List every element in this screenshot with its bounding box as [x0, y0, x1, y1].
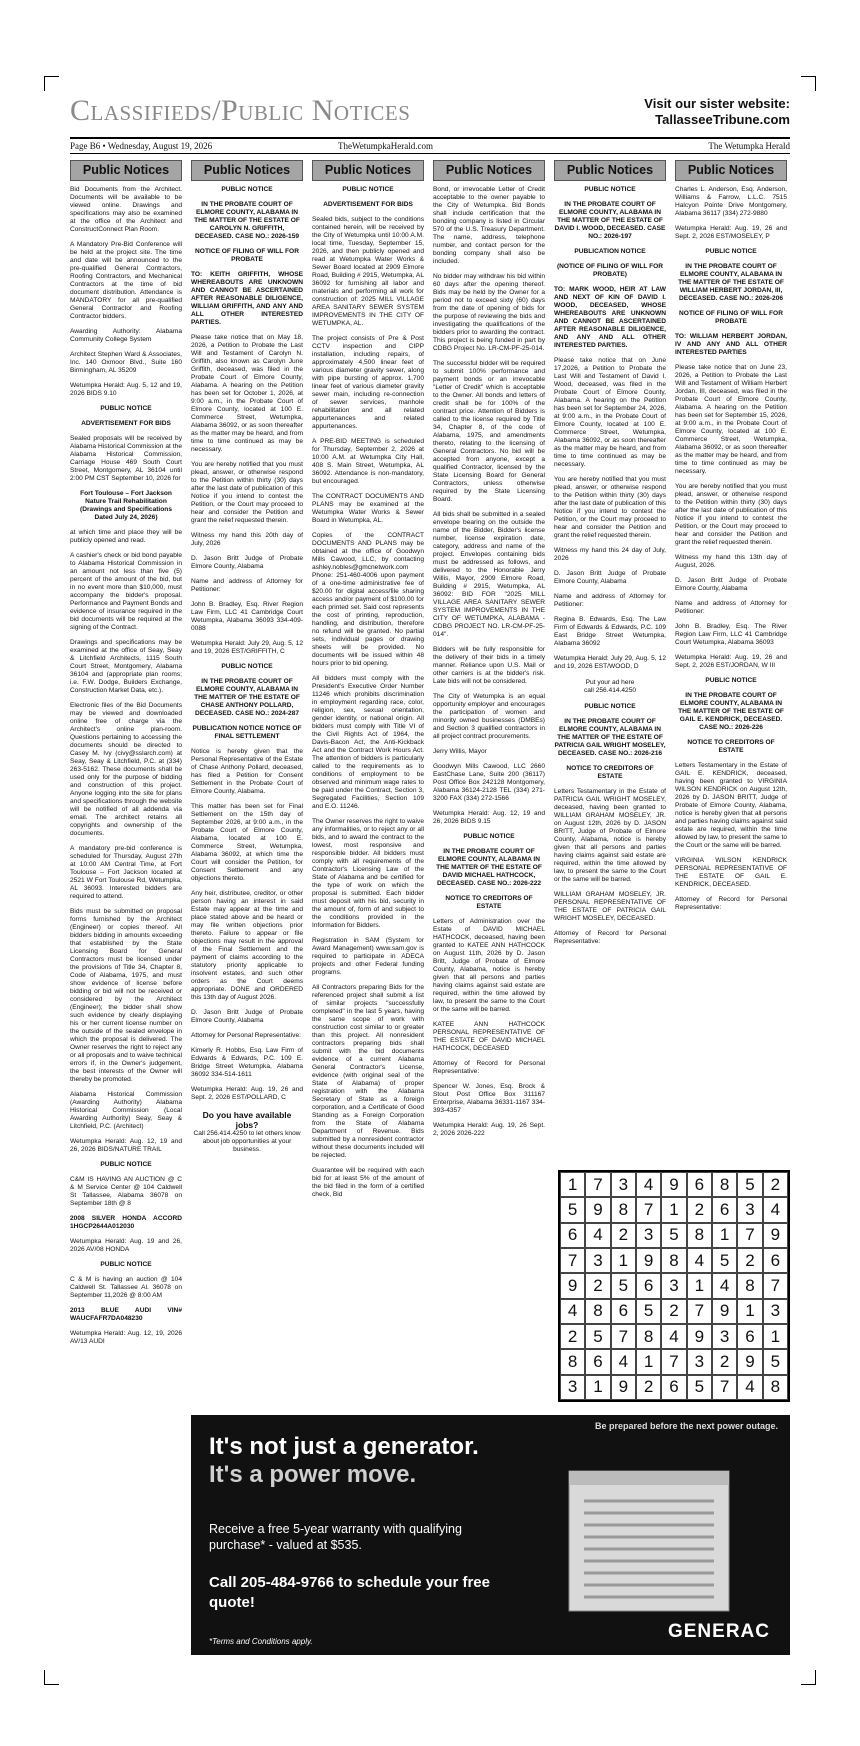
- crop-mark-top-left: [44, 76, 59, 91]
- notice-paragraph: Regina B. Edwards, Esq. The Law Firm of Edwards & Edwards, P.C. 109 East Bridge Street Wetumpka, Alabama 36092: [554, 616, 666, 647]
- sudoku-cell: 5: [712, 1248, 737, 1273]
- sudoku-cell: 4: [763, 1197, 788, 1222]
- sudoku-cell: 2: [611, 1223, 636, 1248]
- notice-paragraph: Wetumpka Herald: Aug. 12, 19 and 26, 2026 BIDS 9.15: [433, 810, 545, 825]
- sudoku-cell: 5: [585, 1324, 610, 1349]
- notice-paragraph: Awarding Authority: Alabama Community College System: [70, 328, 182, 343]
- notice-heading: IN THE PROBATE COURT OF ELMORE COUNTY, ALABAMA IN THE MATTER OF THE ESTATE OF CHASE ANTHONY POLLARD, DECEASED. CASE NO.: 2024-287: [194, 678, 300, 717]
- sudoku-cell: 5: [636, 1299, 661, 1324]
- sudoku-cell: 8: [560, 1349, 585, 1374]
- notice-paragraph: Attorney of Record for Personal Representative:: [433, 1060, 545, 1075]
- column-header: Public Notices: [312, 160, 424, 181]
- ad-tagline: Be prepared before the next power outage.: [594, 1421, 778, 1431]
- notice-paragraph: John B. Bradley, Esq. The River Region Law Firm, LLC 41 Cambridge Court Wetumpka, Alabama 36093: [675, 623, 787, 646]
- sudoku-cell: 3: [560, 1375, 585, 1400]
- notice-paragraph: Wetumpka Herald: Aug. 19, 26 and Sept. 2, 2026 EST/MOSELEY, P: [675, 225, 787, 240]
- sudoku-cell: 5: [687, 1375, 712, 1400]
- notice-paragraph: The project consists of Pre & Post CCTV inspection and CIPP installation, including repairs, of approximately 4,500 linear feet of various diameter gravity sewer, along with pipe bursting of approx. 1,700 linear feet of various diameter gravity sewer main, including re-connection of sewer services, manhole rehabilitation and all related appurtenances and related appurtenances.: [312, 335, 424, 430]
- sudoku-cell: 8: [737, 1273, 762, 1298]
- ad-headline-2: It's a power move.: [209, 1461, 417, 1488]
- notice-heading: PUBLIC NOTICE: [584, 703, 636, 710]
- ad-promo-body: call 256.414.4250: [583, 687, 637, 694]
- sudoku-cell: 5: [661, 1223, 686, 1248]
- crop-mark-bottom-left: [44, 1670, 59, 1685]
- sudoku-cell: 5: [737, 1172, 762, 1197]
- notice-paragraph: 2008 SILVER HONDA ACCORD 1HGCP2644A012030: [70, 1215, 182, 1230]
- sister-site-label: Visit our sister website:: [644, 96, 790, 111]
- notice-heading: NOTICE TO CREDITORS OF ESTATE: [566, 765, 654, 780]
- sudoku-cell: 5: [763, 1349, 788, 1374]
- notice-heading: PUBLIC NOTICE: [705, 677, 757, 684]
- sudoku-cell: 4: [687, 1248, 712, 1273]
- sudoku-cell: 6: [560, 1223, 585, 1248]
- notice-heading: IN THE PROBATE COURT OF ELMORE COUNTY, ALABAMA IN THE MATTER OF THE ESTATE OF DAVID MICHAEL HATHCOCK, DECEASED. CASE NO.: 2026-222: [436, 848, 542, 887]
- sudoku-cell: 6: [585, 1349, 610, 1374]
- sudoku-cell: 2: [636, 1375, 661, 1400]
- sudoku-cell: 6: [712, 1197, 737, 1222]
- sudoku-cell: 1: [636, 1349, 661, 1374]
- notice-heading: PUBLICATION NOTICE NOTICE OF FINAL SETTLEMENT: [192, 725, 302, 740]
- column-3: [312, 160, 424, 1206]
- sister-site-link[interactable]: TallasseeTribune.com: [655, 112, 790, 127]
- crop-mark-bottom-right: [801, 1670, 816, 1685]
- sudoku-cell: 7: [661, 1349, 686, 1374]
- notice-paragraph: Bidders will be fully responsible for the delivery of their bids in a timely manner. Reliance upon U.S. Mail or other carriers is at the bidder's risk. Late bids will not be considered.: [433, 646, 545, 685]
- notice-paragraph: The CONTRACT DOCUMENTS AND PLANS may be examined at the Wetumpka Water Works & Sewer Board in Wetumpka, AL.: [312, 493, 424, 524]
- jobs-promo-body: Call 256.414.4250 to let others know about job opportunities at your business.: [193, 1130, 301, 1153]
- sudoku-cell: 6: [661, 1375, 686, 1400]
- notice-paragraph: A cashier's check or bid bond payable to Alabama Historical Commission in an amount not less than five (5) percent of the amount of the bid, but in no event more than $10,000, must accompany the bidder's proposal. Performance and Payment Bonds and evidence of insurance required in the bid documents will be required at the signing of the Contract.: [70, 552, 182, 631]
- sudoku-cell: 9: [712, 1299, 737, 1324]
- notice-paragraph: Wetumpka Herald: Aug. 19, 26 and Sept. 2, 2026 EST/JORDAN, W III: [675, 654, 787, 669]
- notice-paragraph: Copies of the CONTRACT DOCUMENTS AND PLANS may be obtained at the office of Goodwyn Mills Cawood, LLC, by contacting ashley.nobles@gmcnetwork.com Phone: 251-460-4006 upon payment of a one-time administrative fee of $20.00 for digital access/file sharing access and/or payment of $100.00 for each printed set. Said cost represents the cost of printing, reproduction, handling, and distribution, therefore no refund will be granted. No partial sets, individual pages or drawing sheets will be provided. No documents will be issued within 48 hours prior to bid opening.: [312, 532, 424, 667]
- notice-heading: PUBLICATION NOTICE: [574, 248, 646, 255]
- notice-heading: (NOTICE OF FILING OF WILL FOR PROBATE): [556, 263, 664, 278]
- notice-paragraph: You are hereby notified that you must plead, answer, or otherwise respond to the Petition within thirty (30) days after the last date of publication of this Notice if you intend to contest the Petition, or the Court may proceed to hear and consider the Petition and grant the relief requested therein.: [191, 461, 303, 524]
- sudoku-cell: 4: [611, 1349, 636, 1374]
- notice-heading: NOTICE OF FILING OF WILL FOR PROBATE: [679, 310, 783, 325]
- jobs-promo-title: Do you have available jobs?: [202, 1110, 292, 1130]
- notice-paragraph: Jerry Willis, Mayor: [433, 748, 487, 755]
- notice-paragraph: You are hereby notified that you must plead, answer, or otherwise respond to the Petition within thirty (30) days after the last date of publication of this Notice if you intend to contest the Petition, or the Court may proceed to hear and consider the Petition and grant the relief requested therein.: [675, 483, 787, 546]
- sudoku-cell: 7: [560, 1248, 585, 1273]
- notice-paragraph: Please take notice that on May 18, 2026, a Petition to Probate the Last Will and Testament of Carolyn N. Griffith, also known as Carolyn June Griffith, deceased, was filed in the Probate Court of Elmore County, Alabama. A hearing on the Petition has been set for October 1, 2026, at 9:00 a.m., in the Probate Court of Elmore County, located at 100 E. Commerce Street, Wetumpka, Alabama 36092, or as soon thereafter as the matter may be heard, and from time to time continued as may be necessary.: [191, 334, 303, 453]
- sudoku-cell: 9: [611, 1375, 636, 1400]
- column-header: Public Notices: [675, 160, 787, 181]
- notice-paragraph: D. Jason Britt Judge of Probate Elmore County, Alabama: [675, 577, 787, 592]
- notice-heading: IN THE PROBATE COURT OF ELMORE COUNTY, ALABAMA IN THE MATTER OF THE ESTATE OF CAROLYN N. GRIFFITH, DECEASED. CASE NO.: 2026-159: [194, 201, 300, 240]
- generator-illustration-icon: [559, 1441, 739, 1616]
- notice-paragraph: Wetumpka Herald: July 29, Aug. 5, 12 and 19, 2026 EST/GRIFFITH, C: [191, 640, 303, 655]
- notice-paragraph: The City of Wetumpka is an equal opportunity employer and encourages the participation of women and minority owned businesses (DMBEs) and Section 3 qualified contractors in all project contract procurements.: [433, 693, 545, 740]
- column-header: Public Notices: [433, 160, 545, 181]
- notice-paragraph: Drawings and specifications may be examined at the office of Seay, Seay & Litchfield Architects, 1115 South Court Street, Montgomery, Alabama 36104 and (appropriate plan rooms; i.e. F.W. Dodge, Builders Exchange, Construction Market Data, etc.).: [70, 639, 182, 694]
- column-1: [70, 160, 182, 1353]
- notice-paragraph: Wetumpka Herald: Aug. 19 and 26, 2026 AV/08 HONDA: [70, 1238, 182, 1253]
- sudoku-cell: 7: [737, 1223, 762, 1248]
- notice-heading: PUBLIC NOTICE: [100, 405, 152, 412]
- sudoku-cell: 9: [560, 1273, 585, 1298]
- notice-heading: PUBLIC NOTICE: [100, 1161, 152, 1168]
- notice-paragraph: Bond, or irrevocable Letter of Credit acceptable to the owner payable to the City of Wetumpka. Bid Bonds shall include certification that the bonding company is listed in Circular 570 of the U.S. Treasury Department. The name, address, telephone number, and contact person for the bonding company shall also be included.: [433, 186, 545, 265]
- sudoku-cell: 4: [636, 1172, 661, 1197]
- sudoku-cell: 9: [636, 1248, 661, 1273]
- sudoku-cell: 6: [611, 1299, 636, 1324]
- notice-paragraph: All bidders must comply with the President's Executive Order Number 11246 which prohibits discrimination in employment regarding race, color, religion, sex, sexual orientation, gender identity, or national origin. All bidders must comply with Title VI of the Civil Rights Act of 1964, the Davis-Bacon Act, the Anti-Kickback Act and the Contract Work Hours Act. The attention of bidders is particularly called to the requirements as to conditions of employment to be observed and minimum wage rates to be paid under the Contract, Section 3, Segregated Facilities, Section 109 and E.O. 11246.: [312, 675, 424, 810]
- notice-paragraph: WILLIAM GRAHAM MOSELEY, JR. PERSONAL REPRESENTATIVE OF THE ESTATE OF PATRICIA GAIL WRIGHT MOSELEY, DECEASED.: [554, 891, 666, 922]
- column-header: Public Notices: [70, 160, 182, 181]
- notice-paragraph: Witness my hand this 13th day of August, 2026.: [675, 554, 787, 569]
- notice-paragraph: Charles L. Anderson, Esq. Anderson, Williams & Farrow, L.L.C. 7515 Halcyon Pointe Drive Montgomery, Alabama 36117 (334) 272-9880: [675, 186, 787, 217]
- column-2: [191, 160, 303, 1162]
- ad-promo-title: Put your ad here: [585, 679, 635, 686]
- notice-paragraph: No bidder may withdraw his bid within 60 days after the opening thereof. Bids may be held by the Owner for a period not to exceed sixty (60) days from the date of opening of bids for the purpose of reviewing the bids and investigating the qualifications of the bidders prior to awarding the contract. This project is being funded in part by CDBG Project No. LR-CM-PF-25-014.: [433, 273, 545, 352]
- sudoku-cell: 4: [737, 1375, 762, 1400]
- sudoku-cell: 3: [687, 1349, 712, 1374]
- notice-paragraph: You are hereby notified that you must plead, answer, or otherwise respond to the Petition within thirty (30) days after the last date of publication of this Notice if you intend to contest the Petition, or the Court may proceed to hear and consider the Petition and grant the relief requested therein.: [554, 476, 666, 539]
- notice-paragraph: TO: KEITH GRIFFITH, WHOSE WHEREABOUTS ARE UNKNOWN AND CANNOT BE ASCERTAINED AFTER REASONABLE DILIGENCE, WILLIAM GRIFFITH, AND ANY AND ALL OTHER INTERESTED PARTIES.: [191, 271, 303, 326]
- sudoku-cell: 8: [763, 1375, 788, 1400]
- notice-paragraph: The successful bidder will be required to submit 100% performance and payment bonds or an irrevocable "Letter of Credit" which is acceptable to the Owner. All bonds and letters of credit shall be for 100% of the contract price. Attention of Bidders is called to the license required by Title 34, Chapter 8, of the code of Alabama, 1975, and amendments thereto, relating to the licensing of General Contractors. No bid will be accepted from anyone, except a qualified Contractor, licensed by the State Licensing Board for General Contractors, unless otherwise required by the State Licensing Board.: [433, 360, 545, 503]
- sudoku-cell: 5: [560, 1197, 585, 1222]
- sudoku-cell: 2: [661, 1299, 686, 1324]
- sudoku-cell: 3: [763, 1299, 788, 1324]
- notice-heading: PUBLIC NOTICE: [463, 833, 515, 840]
- notice-paragraph: Wetumpka Herald: Aug. 19, 26 Sept. 2, 2026 2026-222: [433, 1122, 545, 1137]
- sudoku-cell: 2: [763, 1172, 788, 1197]
- notice-paragraph: A PRE-BID MEETING is scheduled for Thursday, September 2, 2026 at 10:00 A.M. at Wetumpka City Hall, 408 S. Main Street, Wetumpka, AL 36092. Attendance is non-mandatory, but encouraged.: [312, 438, 424, 485]
- generac-logo: GENERAC: [667, 1621, 770, 1642]
- sudoku-cell: 1: [687, 1273, 712, 1298]
- section-title: Classifieds/Public Notices: [70, 94, 411, 127]
- sudoku-cell: 4: [712, 1273, 737, 1298]
- notice-paragraph: Wetumpka Herald: Aug. 12, 19, 2026 AV/13 AUDI: [70, 1330, 182, 1345]
- sudoku-cell: 2: [737, 1248, 762, 1273]
- notice-paragraph: 2013 BLUE AUDI VIN# WAUCFAFR7DA048230: [70, 1307, 182, 1322]
- sudoku-cell: 2: [585, 1273, 610, 1298]
- notice-paragraph: Wetumpka Herald: July 29, Aug. 5, 12 and 19, 2026 EST/WOOD, D: [554, 655, 666, 670]
- notice-heading: ADVERTISEMENT FOR BIDS: [323, 201, 413, 208]
- notice-paragraph: KATEE ANN HATHCOCK PERSONAL REPRESENTATIVE OF THE ESTATE OF DAVID MICHAEL HATHCOCK, DECEASED: [433, 1021, 545, 1052]
- notice-paragraph: Witness my hand this 24 day of July, 2026: [554, 547, 666, 562]
- notice-paragraph: Electronic files of the Bid Documents may be viewed and downloaded online free of charge via the Architect's online plan-room. Questions pertaining to accessing the documents should be directed to Casey M. Ivy (civy@sslarch.com) at Seay, Seay & Litchfield, P.C. at (334) 263-5162. These documents shall be used only for the purpose of bidding and construction of this project. Anyone logging into the site for plans and specifications through the website will be notified of all addenda via email. The architect retains all copyrights and ownership of the documents.: [70, 702, 182, 837]
- notice-paragraph: Registration in SAM (System for Award Management) www.sam.gov is required to participate in ADECA projects and other Federal funding programs.: [312, 937, 424, 976]
- notice-paragraph: Kimerly R. Hobbs, Esq. Law Firm of Edwards & Edwards, P.C. 109 E. Bridge Street Wetumpka, Alabama 36092 334-514-1611: [191, 1047, 303, 1078]
- notice-paragraph: Letters Testamentary in the Estate of GAIL E. KENDRICK, deceased, having been granted to VIRGINIA WILSON KENDRICK on August 12th, 2026 by D. JASON BRITT, Judge of Probate of Elmore County, Alabama, notice is hereby given that all persons and parties having claims against said estate are required, within the time allowed by law, to present the same to the Court or the same will be barred.: [675, 762, 787, 849]
- sudoku-cell: 8: [712, 1172, 737, 1197]
- notice-paragraph: Name and address of Attorney for Petitioner:: [675, 600, 787, 615]
- notice-paragraph: Architect Stephen Ward & Associates, Inc. 140 Oxmoor Blvd., Suite 160 Birmingham, AL 35209: [70, 351, 182, 374]
- sudoku-cell: 3: [712, 1324, 737, 1349]
- notice-paragraph: Letters of Administration over the Estate of DAVID MICHAEL HATHCOCK, deceased, having been granted to KATEE ANN HATHCOCK on August 11th, 2026 by D. Jason Britt, Judge of Probate of Elmore County, Alabama, notice is hereby given that all persons and parties having claims against said estate are required, within the time allowed by law, to present the same to the Court or the same will be barred.: [433, 918, 545, 1013]
- notice-paragraph: A Mandatory Pre-Bid Conference will be held at the project site. The time and date will be announced to the pre-qualified General Contractors, Roofing Contractors, and Mechanical Contractors at the time of bid document distribution. Attendance is MANDATORY for all pre-qualified General Contractor and Roofing Contractor bidders.: [70, 241, 182, 320]
- sudoku-cell: 8: [636, 1324, 661, 1349]
- sudoku-cell: 4: [585, 1223, 610, 1248]
- sudoku-cell: 1: [585, 1375, 610, 1400]
- notice-paragraph: Attorney for Personal Representative:: [191, 1032, 301, 1039]
- notice-paragraph: Letters Testamentary in the Estate of PATRICIA GAIL WRIGHT MOSELEY, deceased, having been granted to WILLIAM GRAHAM MOSELEY, JR. on August 12th, 2026 by D. JASON BRITT, Judge of Probate of Elmore County, Alabama, notice is hereby given that all persons and parties having claims against said estate are required, within the time allowed by law, to present the same to the Court or the same will be barred.: [554, 788, 666, 883]
- notice-paragraph: Notice is hereby given that the Personal Representative of the Estate of Chase Anthony Pollard, deceased, has filed a Petition for Consent Settlement in the Probate Court of Elmore County, Alabama.: [191, 748, 303, 795]
- notice-heading: NOTICE TO CREDITORS OF ESTATE: [687, 739, 775, 754]
- sudoku-cell: 6: [737, 1324, 762, 1349]
- notice-paragraph: TO: WILLIAM HERBERT JORDAN, IV AND ANY AND ALL OTHER INTERESTED PARTIES: [675, 333, 787, 356]
- notice-paragraph: This matter has been set for Final Settlement on the 15th day of September 2026, at 9:00 a.m., in the Probate Court of Elmore County, Alabama, located at 100 E. Commerce Street, Wetumpka, Alabama 36092, at which time the Court will consider the Petition, for Consent Settlement and any objections thereto.: [191, 803, 303, 882]
- jobs-promo: [191, 1110, 303, 1154]
- notice-heading: NOTICE OF FILING OF WILL FOR PROBATE: [195, 248, 299, 263]
- notice-paragraph: TO: MARK WOOD, HEIR AT LAW AND NEXT OF KIN OF DAVID I. WOOD, DECEASED, WHOSE WHEREABOUTS ARE UNKNOWN AND CANNOT BE ASCERTAINED AFTER REASONABLE DILIGENCE, AND ANY AND ALL OTHER INTERESTED PARTIES.: [554, 286, 666, 349]
- ad-call-to-action[interactable]: Call 205-484-9766 to schedule your free quote!: [209, 1574, 490, 1611]
- notice-heading: PUBLIC NOTICE: [221, 663, 273, 670]
- notice-paragraph: Guarantee will be required with each bid for at least 5% of the amount of the bid filed in the form of a certified check, Bid: [312, 1167, 424, 1198]
- sister-site-promo: [644, 96, 790, 128]
- notice-paragraph: Name and address of Attorney for Petitioner:: [554, 593, 666, 608]
- crop-mark-top-right: [801, 76, 816, 91]
- column-6: [675, 160, 787, 919]
- notice-heading: PUBLIC NOTICE: [100, 1261, 152, 1268]
- notice-heading: PUBLIC NOTICE: [584, 186, 636, 193]
- notice-paragraph: All bids shall be submitted in a sealed envelope bearing on the outside the name of the Bidder, Bidder's license number, license expiration date, category, address and name of the project. Envelopes containing bids must be addressed as follows, and delivered to the Honorable Jerry Willis, Mayor, 2909 Elmore Road, Building # 2915, Wetumpka, AL 36092: BID FOR "2025 MILL VILLAGE AREA SANITARY SEWER SYSTEM IMPROVEMENTS IN THE CITY OF WETUMPKA, ALABAMA - CDBG PROJECT NO. LR-CM-PF-25-014".: [433, 511, 545, 638]
- sudoku-cell: 9: [585, 1197, 610, 1222]
- notice-paragraph: Any heir, distributee, creditor, or other person having an interest in said Estate may appear at the time and place stated above and be heard or may file written objections prior thereto. Failure to appear or file objections may result in the approval of the Final Settlement and the payment of claims according to the statutory priority applicable to insolvent estates, and such other orders as the Court deems appropriate. DONE and ORDERED this 13th day of August 2026.: [191, 890, 303, 1001]
- notice-heading: Fort Toulouse – Fort Jackson Nature Trail Rehabilitation (Drawings and Specifications Dated July 24, 2026): [80, 490, 172, 521]
- notice-paragraph: D. Jason Britt Judge of Probate Elmore County, Alabama: [554, 570, 666, 585]
- notice-paragraph: D. Jason Britt Judge of Probate Elmore County, Alabama: [191, 1009, 303, 1024]
- folio-paper-name: The Wetumpka Herald: [708, 141, 790, 151]
- sudoku-cell: 2: [560, 1324, 585, 1349]
- notice-paragraph: Attorney of Record for Personal Representative:: [554, 930, 666, 945]
- sudoku-cell: 6: [763, 1248, 788, 1273]
- sudoku-cell: 9: [763, 1223, 788, 1248]
- notice-heading: PUBLIC NOTICE: [342, 186, 394, 193]
- sudoku-cell: 5: [611, 1273, 636, 1298]
- notice-paragraph: John B. Bradley, Esq. River Region Law Firm, LLC 41 Cambridge Court Wetumpka, Alabama 36093 334-409-0088: [191, 601, 303, 632]
- sudoku-cell: 8: [661, 1248, 686, 1273]
- notice-paragraph: Attorney of Record for Personal Representative:: [675, 896, 787, 911]
- sudoku-cell: 8: [585, 1299, 610, 1324]
- sudoku-cell: 1: [560, 1172, 585, 1197]
- notice-paragraph: All Contractors preparing Bids for the referenced project shall submit a list of similar projects "successfully completed" in the last 5 years, having the same scope of work with construction cost similar to or greater than this project. All nonresident contractors preparing bids shall submit with the bid documents evidence of a current Alabama General Contractor's License, evidence (with original seal of the State of Alabama) of proper registration with the Alabama Secretary of State as a foreign corporation, and a Certificate of Good Standing as a Foreign Corporation from the State of Alabama Department of Revenue. Bids submitted by a nonresident contractor without these documents included will be rejected.: [312, 984, 424, 1159]
- sudoku-cell: 7: [712, 1375, 737, 1400]
- folio-page: Page B6 • Wednesday, August 19, 2026: [70, 141, 213, 151]
- sudoku-cell: 3: [636, 1223, 661, 1248]
- sudoku-cell: 3: [611, 1172, 636, 1197]
- notice-paragraph: C & M is having an auction @ 104 Caldwell St. Tallassee Al. 36078 on September 11,2026 @ 8:00 AM: [70, 1276, 182, 1299]
- sudoku-cell: 7: [763, 1273, 788, 1298]
- generator-advertisement[interactable]: [191, 1415, 790, 1655]
- notice-heading: IN THE PROBATE COURT OF ELMORE COUNTY, ALABAMA IN THE MATTER OF THE ESTATE OF GAIL E. KENDRICK, DECEASED. CASE NO.: 2026-226: [678, 692, 784, 731]
- ad-promo: [554, 679, 666, 695]
- notice-heading: IN THE PROBATE COURT OF ELMORE COUNTY, ALABAMA IN THE MATTER OF THE ESTATE OF PATRICIA GAIL WRIGHT MOSELEY, DECEASED. CASE NO.: 2026-216: [554, 718, 666, 757]
- notice-paragraph: Sealed proposals will be received by Alabama Historical Commission at the Alabama Historical Commission, Carriage House 469 South Court Street, Montgomery, AL 36104 until 2:00 PM CST September 10, 2026 for: [70, 435, 182, 482]
- sudoku-cell: 7: [636, 1197, 661, 1222]
- sudoku-cell: 9: [661, 1172, 686, 1197]
- ad-offer: Receive a free 5-year warranty with qualifying purchase* - valued at $535.: [209, 1522, 462, 1552]
- notice-paragraph: at which time and place they will be publicly opened and read.: [70, 529, 182, 544]
- notice-heading: NOTICE TO CREDITORS OF ESTATE: [445, 895, 533, 910]
- notice-paragraph: D. Jason Britt Judge of Probate Elmore County, Alabama: [191, 555, 303, 570]
- column-4: [433, 160, 545, 1145]
- sudoku-cell: 8: [687, 1223, 712, 1248]
- sudoku-cell: 1: [611, 1248, 636, 1273]
- sudoku-cell: 3: [737, 1197, 762, 1222]
- folio-website[interactable]: TheWetumpkaHerald.com: [338, 141, 433, 151]
- ad-fine-print: *Terms and Conditions apply.: [209, 1637, 313, 1646]
- sudoku-cell: 9: [687, 1324, 712, 1349]
- masthead: [70, 94, 790, 134]
- notice-heading: PUBLIC NOTICE: [705, 248, 757, 255]
- ad-headline-1: It's not just a generator.: [209, 1433, 479, 1460]
- sudoku-cell: 8: [611, 1197, 636, 1222]
- sudoku-cell: 1: [737, 1299, 762, 1324]
- notice-paragraph: Spencer W. Jones, Esq. Brock & Stout Post Office Box 311167 Enterprise, Alabama 36331-1167 334-393-4357: [433, 1083, 545, 1114]
- sudoku-cell: 1: [712, 1223, 737, 1248]
- notice-heading: ADVERTISEMENT FOR BIDS: [81, 420, 171, 427]
- notice-paragraph: Wetumpka Herald: Aug. 5, 12 and 19, 2026 BIDS 9.10: [70, 382, 182, 397]
- sudoku-cell: 2: [712, 1349, 737, 1374]
- notice-paragraph: C&M IS HAVING AN AUCTION @ C & M Service Center @ 104 Caldwell St Tallassee, Alabama 36078 on September 18th @ 8: [70, 1176, 182, 1207]
- notice-paragraph: Name and address of Attorney for Petitioner:: [191, 578, 303, 593]
- sudoku-cell: 3: [661, 1273, 686, 1298]
- sudoku-cell: 9: [737, 1349, 762, 1374]
- notice-paragraph: The Owner reserves the right to waive any informalities, or to reject any or all bids, and to award the contract to the lowest, most responsive and responsible bidder. All bidders must comply with all requirements of the Contractor's Licensing Law of the State of Alabama and be certified for the type of work on which the proposal is submitted. Each bidder must deposit with his bid, security in the amount of, form of and subject to the conditions provided in the Information for Bidders.: [312, 818, 424, 929]
- sudoku-cell: 7: [611, 1324, 636, 1349]
- sudoku-cell: 7: [585, 1172, 610, 1197]
- notice-heading: PUBLIC NOTICE: [221, 186, 273, 193]
- sudoku-cell: 6: [636, 1273, 661, 1298]
- notice-paragraph: Goodwyn Mills Cawood, LLC 2660 EastChase Lane, Suite 200 (36117) Post Office Box 242128 Montgomery, Alabama 36124-2128 TEL (334) 271-3200 FAX (334) 272-1566: [433, 763, 545, 802]
- notice-paragraph: Sealed bids, subject to the conditions contained herein, will be received by the City of Wetumpka until 10:00 A.M. local time, Tuesday, September 15, 2026, and then publicly opened and read at Wetumpka Water Works & Sewer Board located at 2909 Elmore Road, Building # 2915, Wetumpka, AL 36092 for furnishing all labor and materials and performing all work for construction of: 2025 MILL VILLAGE AREA SANITARY SEWER SYSTEM IMPROVEMENTS IN THE CITY OF WETUMPKA, AL.: [312, 216, 424, 327]
- notice-paragraph: Bid Documents from the Architect. Documents will be available to be viewed online. Drawings and specifications may also be examined at the office of the Architect and ConstructConnect Plan Room.: [70, 186, 182, 233]
- sudoku-cell: 4: [661, 1324, 686, 1349]
- notice-paragraph: VIRGINIA WILSON KENDRICK PERSONAL REPRESENTATIVE OF THE ESTATE OF GAIL E. KENDRICK, DECEASED.: [675, 857, 787, 888]
- sudoku-cell: 1: [661, 1197, 686, 1222]
- notice-paragraph: Alabama Historical Commission (Awarding Authority) Alabama Historical Commission (Local Awarding Authority) Seay, Seay & Litchfield, P.C. (Architect): [70, 1091, 182, 1130]
- sudoku-cell: 6: [687, 1172, 712, 1197]
- notice-paragraph: A mandatory pre-bid conference is scheduled for Thursday, August 27th at 10:00 AM Central Time, at Fort Toulouse – Fort Jackson located at 2521 W Fort Toulouse Rd, Wetumpka, AL 36093. Interested bidders are required to attend.: [70, 845, 182, 900]
- notice-paragraph: Wetumpka Herald: Aug. 19, 26 and Sept. 2, 2026 EST/POLLARD, C: [191, 1086, 303, 1101]
- sudoku-cell: 7: [687, 1299, 712, 1324]
- notice-heading: IN THE PROBATE COURT OF ELMORE COUNTY, ALABAMA IN THE MATTER OF THE ESTATE OF DAVID I. WOOD, DECEASED. CASE NO.: 2026-197: [554, 201, 666, 240]
- notice-paragraph: Wetumpka Herald: Aug. 12, 19 and 26, 2026 BIDS/NATURE TRAIL: [70, 1138, 182, 1153]
- sudoku-cell: 3: [585, 1248, 610, 1273]
- notice-paragraph: Witness my hand this 20th day of July, 2026: [191, 532, 303, 547]
- notice-paragraph: Please take notice that on June 17,2026, a Petition to Probate the Last Will and Testament of David I. Wood, deceased, was filed in the Probate Court of Elmore County, Alabama. A hearing on the Petition has been set for September 24, 2026, at 9:00 a.m., in the Probate Court of Elmore County, located at 100 E. Commerce Street, Wetumpka, Alabama 36092, or as soon thereafter as the matter may be heard, and from time to time continued as may be necessary.: [554, 357, 666, 468]
- notice-paragraph: Please take notice that on June 23, 2026, a Petition to Probate the Last Will and Testament of William Herbert Jordan, III, deceased, was filed in the Probate Court of Elmore County, Alabama. A hearing on the Petition has been set for September 15, 2026, at 9:00 a.m., in the Probate Court of Elmore County, located at 100 E. Commerce Street, Wetumpka, Alabama 36092, or as soon thereafter as the matter may be heard, and from time to time continued as may be necessary.: [675, 364, 787, 475]
- sudoku-cell: 2: [687, 1197, 712, 1222]
- notice-paragraph: Bids must be submitted on proposal forms furnished by the Architect (Engineer) or copies thereof. All bidders bidding in amounts exceeding that established by the State Licensing Board for General Contractors must be licensed under the provisions of Title 34, Chapter 8, Code of Alabama, 1975, and must show evidence of license before bidding or bid will not be received or considered by the Architect (Engineer); the bidder shall show such evidence by clearly displaying his or her current license number on the outside of the sealed envelope in which the proposal is delivered. The Owner reserves the right to reject any or all proposals and to waive technical errors if, in the Owner's judgement, the best interests of the Owner will thereby be promoted.: [70, 908, 182, 1083]
- folio-line: [70, 137, 790, 154]
- sudoku-cell: 1: [763, 1324, 788, 1349]
- column-header: Public Notices: [554, 160, 666, 181]
- column-5: [554, 160, 666, 953]
- column-header: Public Notices: [191, 160, 303, 181]
- sudoku-cell: 4: [560, 1299, 585, 1324]
- notice-heading: IN THE PROBATE COURT OF ELMORE COUNTY, ALABAMA IN THE MATTER OF THE ESTATE OF WILLIAM HERBERT JORDAN, III, DECEASED. CASE NO.: 2026-206: [678, 263, 784, 302]
- sudoku-solution-grid: [558, 1170, 790, 1402]
